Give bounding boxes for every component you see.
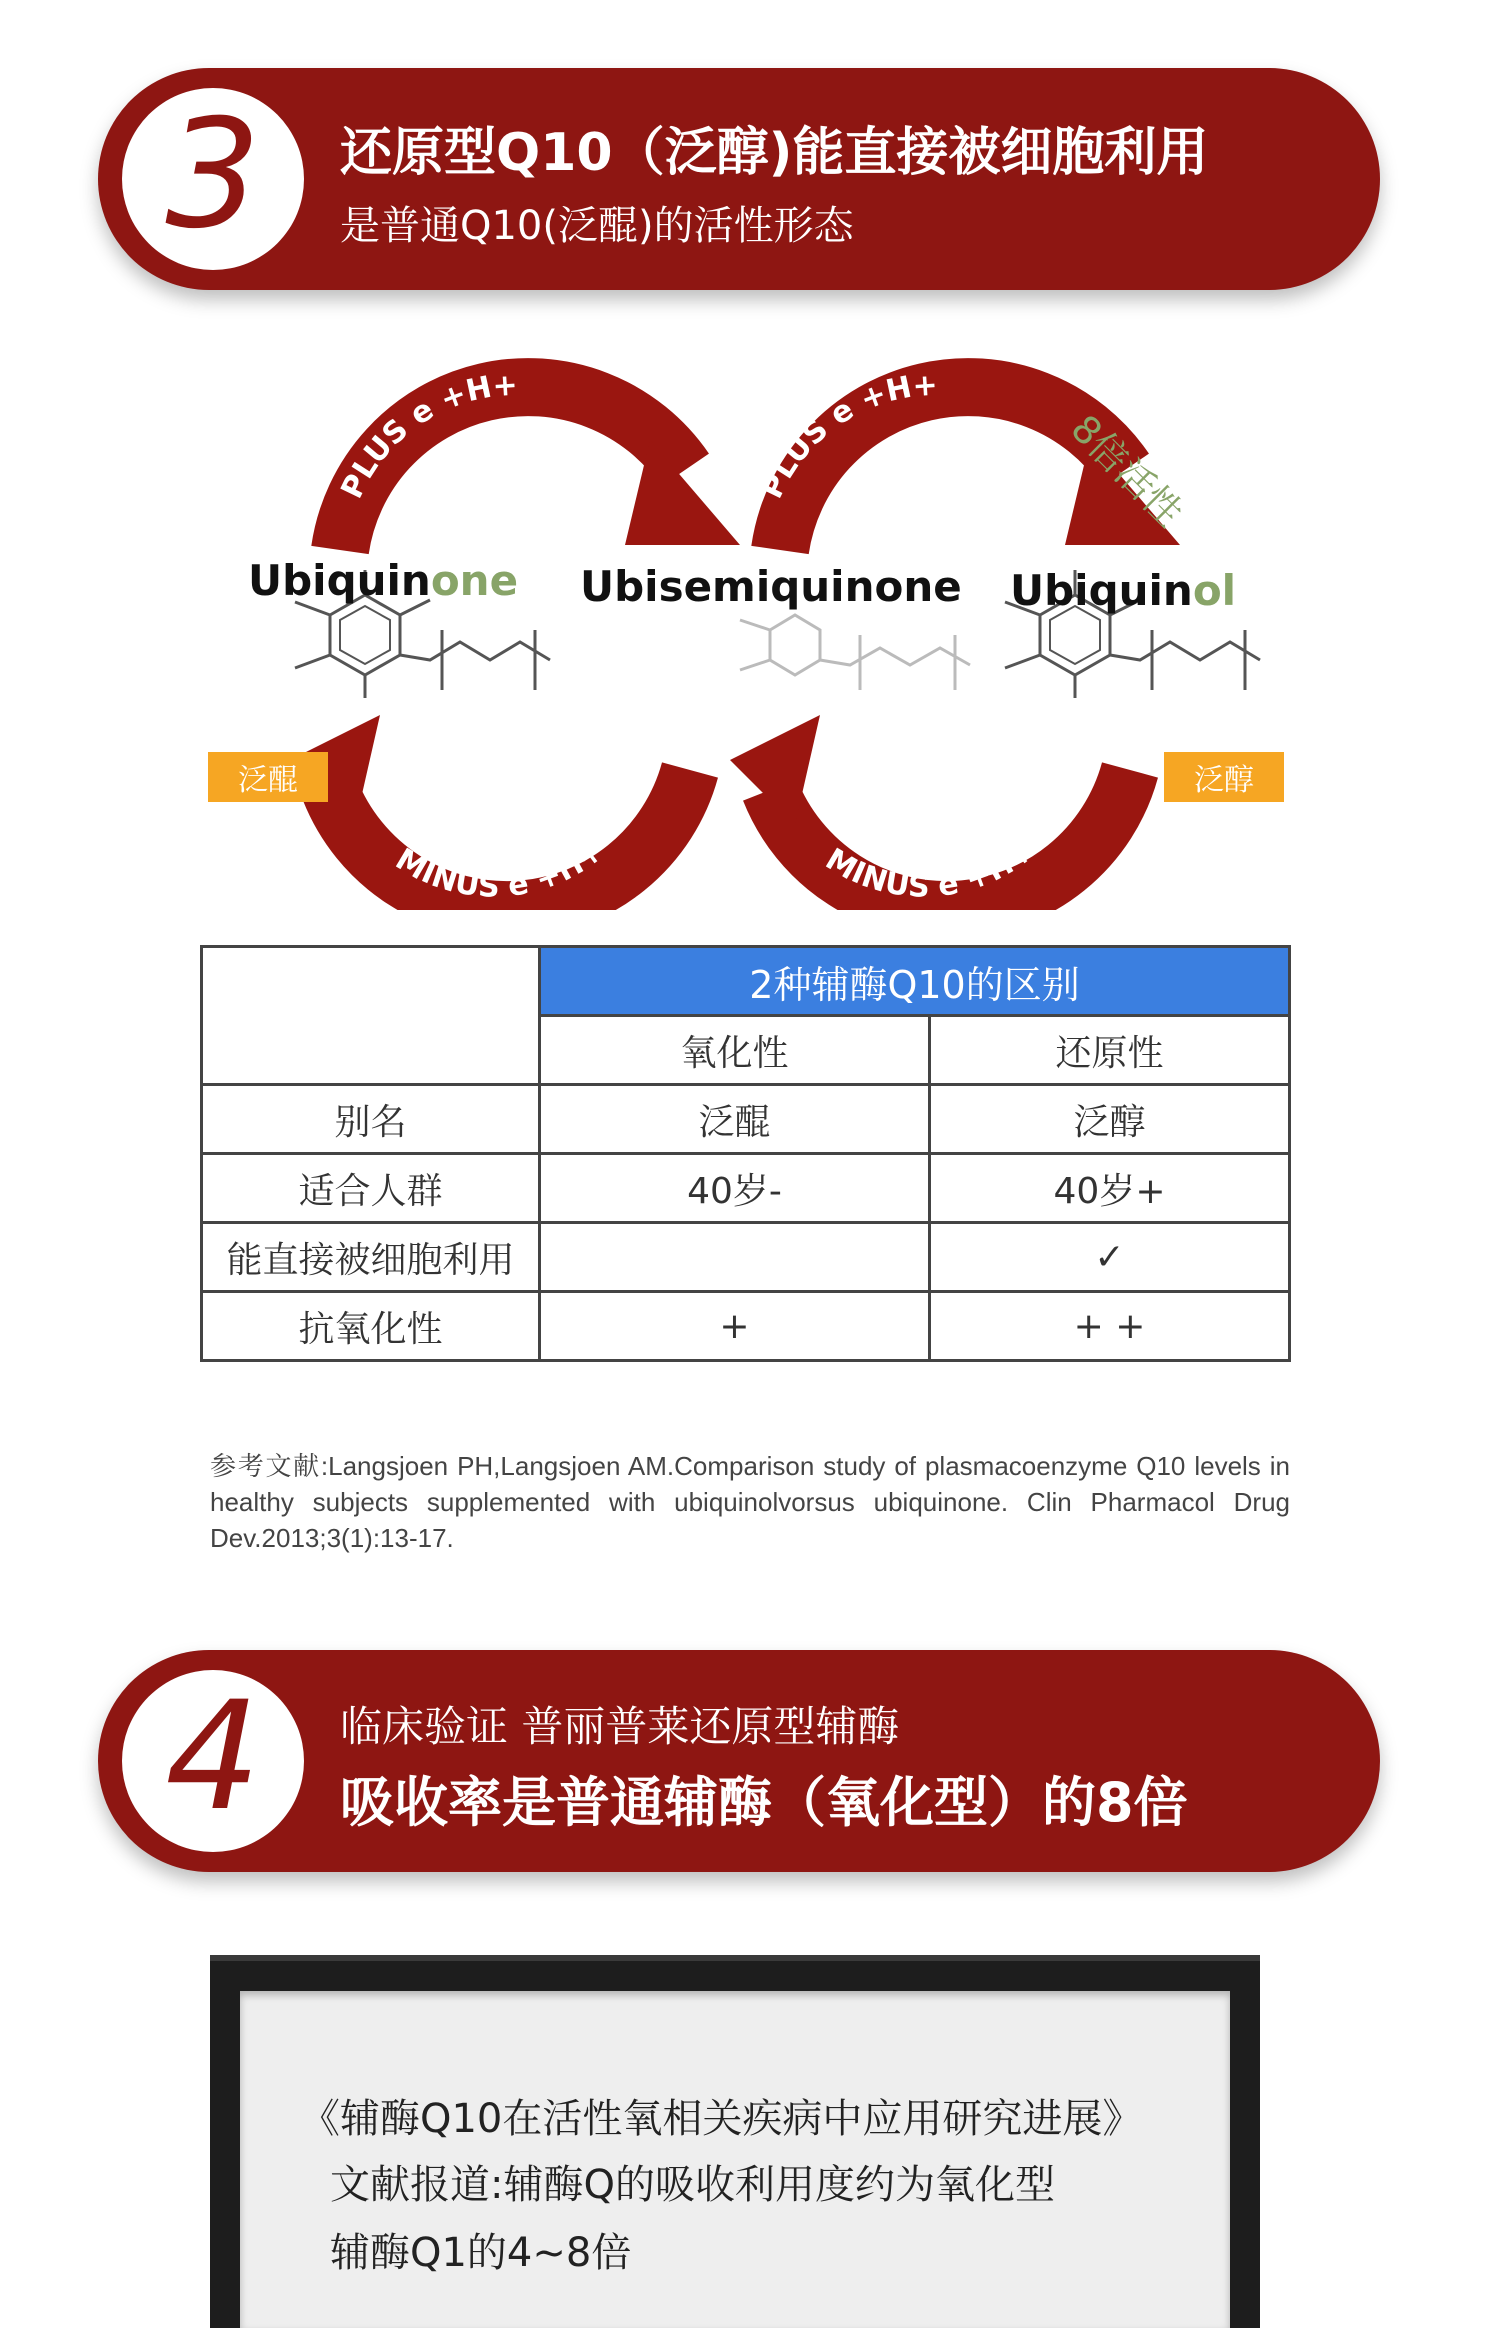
table-corner-cell bbox=[202, 947, 540, 1016]
table-cell bbox=[540, 1223, 930, 1292]
arc-label-bottom-left: MINUS e +H+ bbox=[389, 833, 611, 905]
section-title: 临床验证 普丽普莱还原型辅酶 bbox=[340, 1702, 900, 1751]
row-label: 抗氧化性 bbox=[202, 1292, 540, 1361]
ubisemiquinone-label: Ubisemiquinone bbox=[580, 562, 962, 611]
table-cell: 40岁- bbox=[540, 1154, 930, 1223]
table-header-row bbox=[202, 1016, 1290, 1085]
column-header: 还原性 bbox=[930, 1016, 1290, 1085]
table-row bbox=[202, 1223, 1290, 1292]
table-title-row bbox=[202, 947, 1290, 1016]
table-cell: + + bbox=[930, 1292, 1290, 1361]
table-cell: 40岁+ bbox=[930, 1154, 1290, 1223]
eight-times-activity-label: 8倍活性 bbox=[1062, 406, 1192, 536]
table-corner-cell bbox=[202, 1016, 540, 1085]
table-cell: ✓ bbox=[930, 1223, 1290, 1292]
literature-line: 文献报道:辅酶Q的吸收利用度约为氧化型 bbox=[330, 2162, 1055, 2208]
ubiquinone-tag: 泛醌 bbox=[208, 752, 328, 802]
redox-cycle-diagram bbox=[180, 330, 1300, 910]
table-row bbox=[202, 1085, 1290, 1154]
table-cell: + bbox=[540, 1292, 930, 1361]
arc-label-bottom-right: MINUS e +H+ bbox=[819, 833, 1041, 905]
table-row bbox=[202, 1292, 1290, 1361]
ubiquinol-tag: 泛醇 bbox=[1164, 752, 1284, 802]
section-number-badge bbox=[122, 1670, 304, 1852]
section-title: 还原型Q10（泛醇)能直接被细胞利用 bbox=[340, 123, 1209, 183]
row-label: 别名 bbox=[202, 1085, 540, 1154]
row-label: 适合人群 bbox=[202, 1154, 540, 1223]
table-cell: 泛醇 bbox=[930, 1085, 1290, 1154]
table-row bbox=[202, 1154, 1290, 1223]
section-subtitle: 吸收率是普通辅酶（氧化型）的8倍 bbox=[340, 1771, 1188, 1834]
arc-label-top-left: PLUS e +H+ bbox=[334, 367, 519, 504]
literature-board-frame bbox=[210, 1955, 1260, 2328]
ubisemiquinone-structure-icon bbox=[740, 615, 970, 690]
section-3-banner bbox=[98, 68, 1380, 290]
table-cell: 泛醌 bbox=[540, 1085, 930, 1154]
literature-board bbox=[240, 1991, 1230, 2328]
comparison-table bbox=[200, 945, 1291, 1362]
section-4-banner bbox=[98, 1650, 1380, 1872]
literature-line: 辅酶Q1的4~8倍 bbox=[330, 2230, 632, 2276]
section-number-badge bbox=[122, 88, 304, 270]
literature-title: 《辅酶Q10在活性氧相关疾病中应用研究进展》 bbox=[300, 2096, 1143, 2142]
section-subtitle: 是普通Q10(泛醌)的活性形态 bbox=[340, 203, 854, 249]
arc-label-top-right: PLUS e +H+ bbox=[754, 367, 939, 504]
table-title: 2种辅酶Q10的区别 bbox=[540, 947, 1290, 1016]
section-number: 3 bbox=[165, 88, 261, 262]
ubiquinone-label: Ubiquinone bbox=[248, 556, 519, 605]
section-number: 4 bbox=[165, 1670, 261, 1844]
row-label: 能直接被细胞利用 bbox=[202, 1223, 540, 1292]
column-header: 氧化性 bbox=[540, 1016, 930, 1085]
ubiquinol-label: Ubiquinol bbox=[1010, 566, 1237, 615]
reference-citation: 参考文献:Langsjoen PH,Langsjoen AM.Comparison study of plasmacoenzyme Q10 levels in healthy subjects supplemented with ubiquinolvorsus ubiquinone. Clin Pharmacol Drug Dev.2013;3(1):13-17. bbox=[210, 1451, 1290, 1553]
